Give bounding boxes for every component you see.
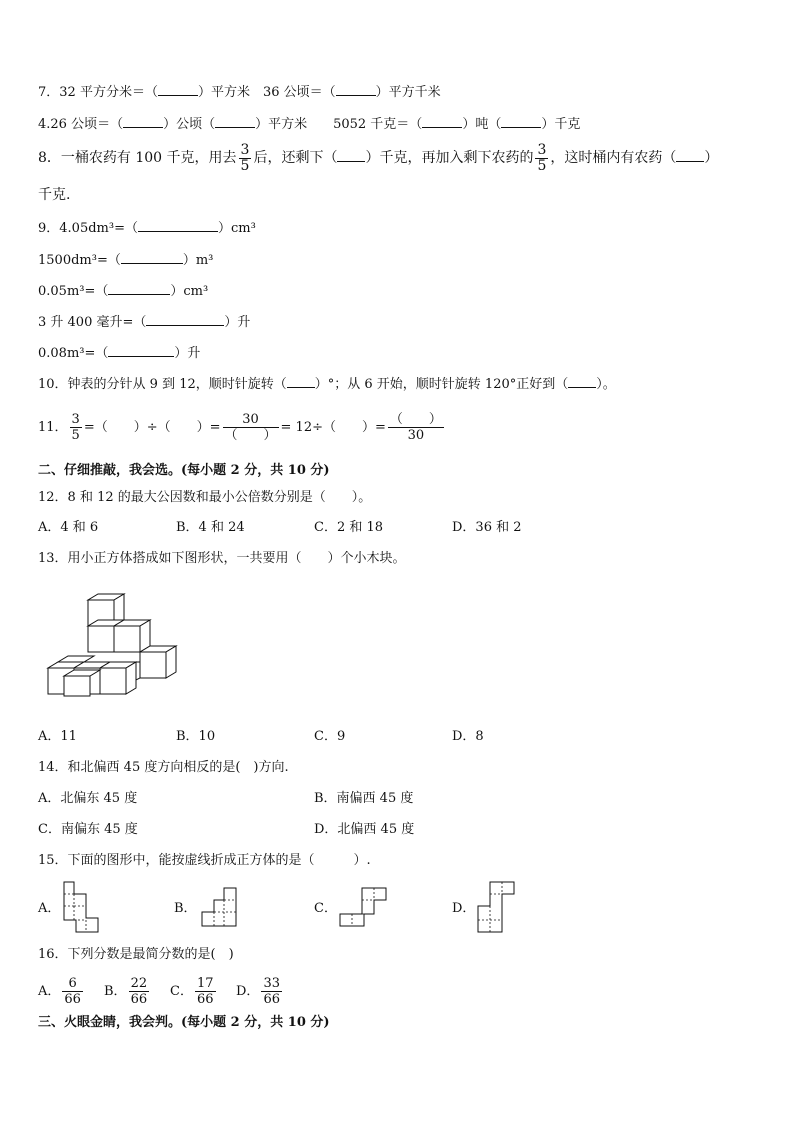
answer-blank[interactable] xyxy=(108,281,170,295)
question-9-line-1: 9．4.05dm³=（ ）cm³ xyxy=(38,218,256,238)
answer-blank[interactable] xyxy=(501,114,541,128)
question-8: 8．一桶农药有 100 千克，用去 $\frac{3}{5}$ 后，还剩下（ ）千克，再加入剩下农药的 $\frac{3}{5}$ ，这时桶内有农药（ ） xyxy=(38,141,719,174)
option-d[interactable]: D．北偏西 45 度 xyxy=(314,822,415,837)
section-2-heading: 二、仔细推敲，我会选。(每小题 2 分，共 10 分) xyxy=(38,463,330,478)
option-a[interactable]: A．4 和 6 xyxy=(38,520,99,535)
option-d[interactable]: D．36 和 2 xyxy=(452,520,522,535)
question-14-stem: 14．和北偏西 45 度方向相反的是( )方向. xyxy=(38,760,289,775)
question-7-line-2: 4.26 公顷＝（ ）公顷（ ）平方米 5052 千克＝（ ）吨（ ）千克 xyxy=(38,114,580,134)
answer-blank[interactable] xyxy=(422,114,462,128)
option-c[interactable]: C．2 和 18 xyxy=(314,520,384,535)
cube-net-b xyxy=(200,886,246,928)
question-11: 11． $\frac{3}{5}$ =（ ）÷（ ）= $\frac{30}{( )}$ = 12÷（ ）= $\frac{( )}{30}$ xyxy=(38,412,442,443)
question-8-continuation: 千克. xyxy=(38,187,71,203)
option-a[interactable]: A． xyxy=(38,901,61,916)
cube-stack-figure xyxy=(44,590,184,700)
option-d[interactable]: D． xyxy=(452,901,476,916)
fraction: $\frac{22}{66}$ xyxy=(130,976,148,1007)
option-b[interactable]: B． xyxy=(174,901,197,916)
option-c[interactable]: C． $\frac{17}{66}$ xyxy=(170,976,214,1007)
answer-blank[interactable] xyxy=(121,250,183,264)
answer-blank[interactable] xyxy=(568,374,596,388)
answer-blank[interactable] xyxy=(138,218,218,232)
answer-blank[interactable] xyxy=(287,374,315,388)
fraction: $\frac{33}{66}$ xyxy=(263,976,280,1007)
answer-blank[interactable] xyxy=(336,82,376,96)
question-12-stem: 12．8 和 12 的最大公因数和最小公倍数分别是（ ）。 xyxy=(38,490,372,505)
answer-blank[interactable] xyxy=(676,148,704,162)
answer-blank[interactable] xyxy=(108,343,174,357)
answer-blank[interactable] xyxy=(146,312,224,326)
question-9-line-2: 1500dm³=（ ）m³ xyxy=(38,250,213,270)
cube-net-c xyxy=(338,886,388,928)
question-9-line-3: 0.05m³=（ ）cm³ xyxy=(38,281,208,301)
option-c[interactable]: C．9 xyxy=(314,729,346,744)
option-b[interactable]: B．4 和 24 xyxy=(176,520,245,535)
option-b[interactable]: B．10 xyxy=(176,729,216,744)
question-7-line-1: 7．32 平方分米＝（ ）平方米 36 公顷＝（ ）平方千米 xyxy=(38,82,441,102)
option-d[interactable]: D．8 xyxy=(452,729,484,744)
option-c[interactable]: C．南偏东 45 度 xyxy=(38,822,138,837)
answer-blank[interactable] xyxy=(215,114,255,128)
question-9-line-5: 0.08m³=（ ）升 xyxy=(38,343,200,363)
cube-net-d xyxy=(476,880,518,936)
fraction: $\frac{( )}{30}$ xyxy=(389,412,442,443)
question-13-stem: 13．用小正方体搭成如下图形状，一共要用（ ）个小木块。 xyxy=(38,551,406,566)
option-a[interactable]: A．11 xyxy=(38,729,77,744)
fraction: $\frac{3}{5}$ xyxy=(71,412,80,443)
answer-blank[interactable] xyxy=(123,114,163,128)
question-10: 10．钟表的分针从 9 到 12，顺时针旋转（ ）°；从 6 开始，顺时针旋转 120°正好到（ ）。 xyxy=(38,374,616,394)
fraction: $\frac{6}{66}$ xyxy=(64,976,81,1007)
question-16-stem: 16．下列分数是最简分数的是( ) xyxy=(38,947,234,962)
answer-blank[interactable] xyxy=(337,148,365,162)
section-3-heading: 三、火眼金睛，我会判。(每小题 2 分，共 10 分) xyxy=(38,1015,330,1030)
option-a[interactable]: A．北偏东 45 度 xyxy=(38,791,138,806)
fraction: $\frac{30}{( )}$ xyxy=(224,412,277,443)
answer-blank[interactable] xyxy=(158,82,198,96)
fraction: $\frac{3}{5}$ xyxy=(537,141,547,174)
question-9-line-4: 3 升 400 毫升=（ ）升 xyxy=(38,312,250,332)
question-15-stem: 15．下面的图形中，能按虚线折成正方体的是（ ）. xyxy=(38,853,371,868)
cube-net-a xyxy=(62,880,102,934)
option-b[interactable]: B． $\frac{22}{66}$ xyxy=(104,976,148,1007)
fraction: $\frac{17}{66}$ xyxy=(196,976,214,1007)
option-b[interactable]: B．南偏西 45 度 xyxy=(314,791,414,806)
fraction: $\frac{3}{5}$ xyxy=(240,141,250,174)
option-d[interactable]: D． $\frac{33}{66}$ xyxy=(236,976,280,1007)
option-c[interactable]: C． xyxy=(314,901,337,916)
option-a[interactable]: A． $\frac{6}{66}$ xyxy=(38,976,81,1007)
